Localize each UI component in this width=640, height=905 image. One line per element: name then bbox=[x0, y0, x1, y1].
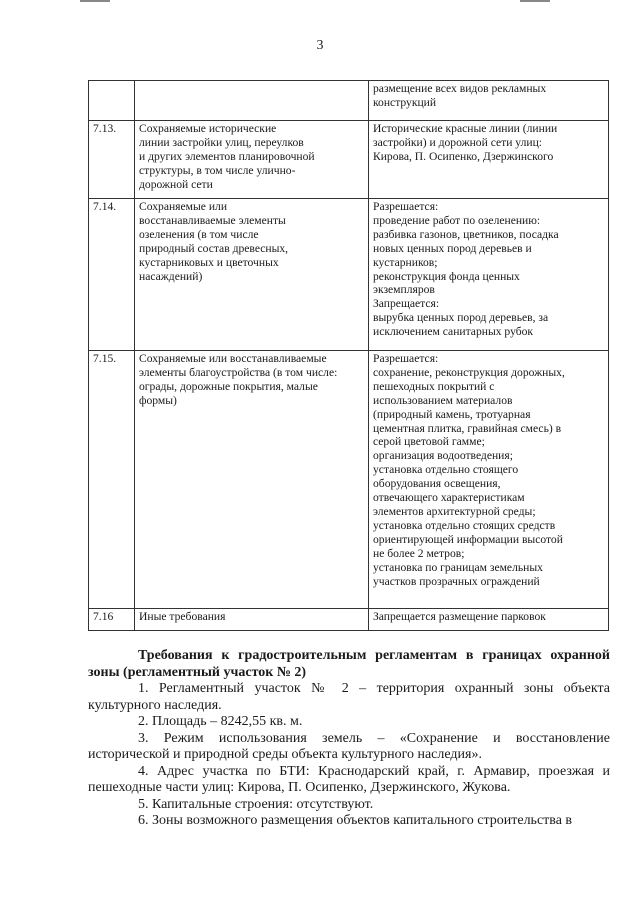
element-name-cell bbox=[135, 81, 369, 121]
section-regulation-plot-2 bbox=[88, 648, 610, 830]
element-name-line: Иные требования bbox=[139, 610, 226, 623]
requirement-cell bbox=[369, 121, 609, 199]
requirement-line: цементная плитка, гравийная смесь) в bbox=[373, 421, 562, 435]
requirement-line: установка отдельно стоящих средств bbox=[373, 518, 556, 532]
requirement-cell bbox=[369, 351, 609, 609]
element-name-line: Сохраняемые исторические bbox=[139, 122, 277, 135]
element-name-line: дорожной сети bbox=[139, 177, 213, 191]
paragraph-line: культурного наследия. bbox=[88, 697, 222, 713]
requirement-line: участков прозрачных ограждений bbox=[373, 574, 540, 588]
element-name-line: линии застройки улиц, переулков bbox=[139, 135, 304, 149]
scan-edge-line-right bbox=[520, 0, 550, 2]
paragraph-line: 1. Регламентный участок № 2 – территория охранный зоны объекта bbox=[138, 681, 610, 696]
row-number-cell bbox=[89, 609, 135, 631]
paragraph-line: исторической и природной среды объекта культурного наследия». bbox=[88, 747, 482, 762]
paragraph-line: 2. Площадь – 8242,55 кв. м. bbox=[138, 714, 303, 729]
requirement-line: кустарников; bbox=[373, 255, 438, 269]
requirement-line: Запрещается размещение парковок bbox=[373, 610, 546, 623]
row-number-cell bbox=[89, 351, 135, 609]
requirement-line: отвечающего характеристикам bbox=[373, 491, 525, 505]
heading-line: Требования к градостроительным регламентам в границах охранной bbox=[138, 648, 610, 663]
requirement-line: Разрешается: bbox=[373, 200, 439, 213]
requirement-line: оборудования освещения, bbox=[373, 477, 501, 491]
table-row bbox=[89, 351, 609, 609]
page-number: 3 bbox=[316, 38, 324, 53]
requirement-line: Запрещается: bbox=[373, 297, 440, 311]
element-name-cell bbox=[135, 121, 369, 199]
row-number-cell bbox=[89, 121, 135, 199]
section-paragraphs bbox=[88, 681, 610, 830]
element-name-line: структуры, в том числе улично- bbox=[139, 163, 296, 177]
requirement-line: не более 2 метров; bbox=[373, 546, 465, 560]
paragraph bbox=[88, 813, 610, 830]
requirements-table bbox=[88, 80, 609, 631]
table-row bbox=[89, 609, 609, 631]
paragraph-line: 4. Адрес участка по БТИ: Краснодарский край, г. Армавир, проезжая и bbox=[138, 763, 610, 779]
requirement-line: организация водоотведения; bbox=[373, 449, 513, 463]
element-name-line: формы) bbox=[139, 393, 177, 407]
requirement-line: пешеходных покрытий с bbox=[373, 379, 495, 393]
requirement-line: элементов архитектурной среды; bbox=[373, 504, 536, 518]
table-row bbox=[89, 199, 609, 351]
requirement-line: установка отдельно стоящего bbox=[373, 463, 519, 477]
paragraph bbox=[88, 714, 610, 731]
section-heading bbox=[88, 648, 610, 681]
element-name-line: и других элементов планировочной bbox=[139, 149, 315, 163]
row-number: 7.16 bbox=[93, 610, 114, 623]
element-name-line: ограды, дорожные покрытия, малые bbox=[139, 379, 318, 393]
requirement-line: экземпляров bbox=[373, 283, 435, 297]
element-name-line: природный состав древесных, bbox=[139, 241, 289, 255]
table-row bbox=[89, 81, 609, 121]
element-name-cell bbox=[135, 199, 369, 351]
paragraph bbox=[88, 764, 610, 797]
requirement-line: разбивка газонов, цветников, посадка bbox=[373, 227, 559, 241]
row-number-cell bbox=[89, 81, 135, 121]
requirement-cell bbox=[369, 199, 609, 351]
requirement-line: новых ценных пород деревьев и bbox=[373, 241, 532, 255]
row-number: 7.14. bbox=[93, 200, 117, 213]
element-name-line: восстанавливаемые элементы bbox=[139, 213, 286, 227]
requirement-line: ориентирующей информации высотой bbox=[373, 532, 563, 546]
row-number-cell bbox=[89, 199, 135, 351]
requirement-line: размещение всех видов рекламных bbox=[373, 82, 547, 95]
requirement-line: застройки) и дорожной сети улиц: bbox=[373, 135, 542, 149]
paragraph-line: 6. Зоны возможного размещения объектов капитального строительства в bbox=[138, 813, 573, 828]
requirement-line: сохранение, реконструкция дорожных, bbox=[373, 365, 565, 379]
paragraph bbox=[88, 681, 610, 714]
requirement-line: установка по границам земельных bbox=[373, 560, 543, 574]
requirement-line: серой цветовой гамме; bbox=[373, 435, 485, 449]
requirement-line: использованием материалов bbox=[373, 393, 513, 407]
paragraph-line: пешеходные части улиц: Кирова, П. Осипенко, Дзержинского, Жукова. bbox=[88, 780, 511, 795]
table-row bbox=[89, 121, 609, 199]
element-name-line: озеленения (в том числе bbox=[139, 227, 259, 241]
requirement-cell bbox=[369, 81, 609, 121]
paragraph-line: 5. Капитальные строения: отсутствуют. bbox=[138, 796, 374, 812]
element-name-line: Сохраняемые или восстанавливаемые bbox=[139, 352, 327, 365]
requirement-line: конструкций bbox=[373, 95, 437, 109]
element-name-cell bbox=[135, 351, 369, 609]
requirement-line: Разрешается: bbox=[373, 352, 439, 365]
paragraph-line: 3. Режим использования земель – «Сохранение и восстановление bbox=[138, 730, 610, 746]
requirement-line: (природный камень, тротуарная bbox=[373, 407, 531, 421]
heading-line: зоны (регламентный участок № 2) bbox=[88, 664, 307, 680]
scan-edge-line-left bbox=[80, 0, 110, 2]
requirement-line: Исторические красные линии (линии bbox=[373, 122, 558, 135]
row-number: 7.13. bbox=[93, 122, 117, 135]
requirement-cell bbox=[369, 609, 609, 631]
requirement-line: вырубка ценных пород деревьев, за bbox=[373, 311, 549, 325]
row-number: 7.15. bbox=[93, 352, 117, 365]
requirement-line: реконструкция фонда ценных bbox=[373, 269, 520, 283]
paragraph bbox=[88, 731, 610, 764]
requirement-line: исключением санитарных рубок bbox=[373, 325, 534, 339]
element-name-line: Сохраняемые или bbox=[139, 200, 228, 213]
element-name-cell bbox=[135, 609, 369, 631]
requirement-line: Кирова, П. Осипенко, Дзержинского bbox=[373, 149, 554, 163]
element-name-line: элементы благоустройства (в том числе: bbox=[139, 365, 338, 379]
paragraph bbox=[88, 797, 610, 814]
element-name-line: насаждений) bbox=[139, 269, 203, 283]
requirement-line: проведение работ по озеленению: bbox=[373, 213, 541, 227]
element-name-line: кустарниковых и цветочных bbox=[139, 255, 279, 269]
